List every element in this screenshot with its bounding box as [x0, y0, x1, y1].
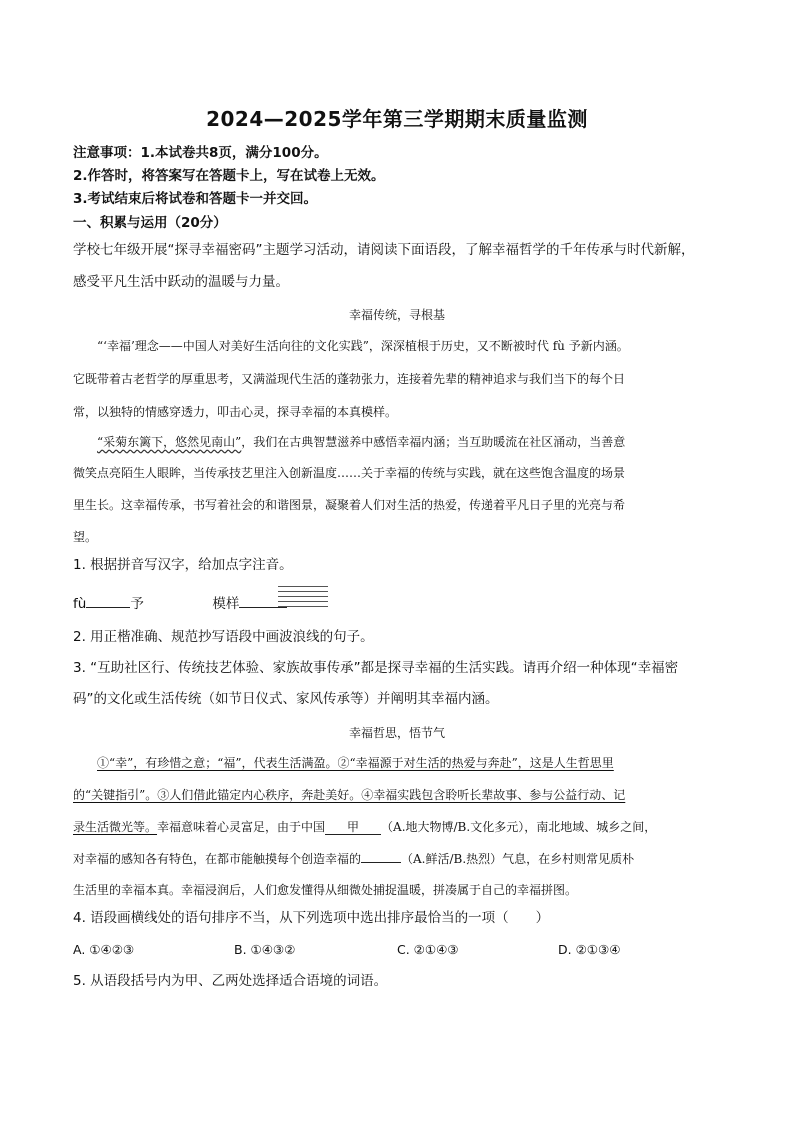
option-b[interactable]: B. ①④③② — [234, 942, 296, 957]
passage2-text: 幸福意味着心灵富足，由于中国 — [157, 820, 326, 834]
question-5: 5. 从语段括号内为甲、乙两处选择适合语境的词语。 — [73, 973, 388, 989]
question-1-items — [73, 594, 287, 614]
passage2-line — [73, 811, 723, 844]
passage1-line: “‘幸福’理念——中国人对美好生活向往的文化实践”，深深植根于历史，又不断被时代 fù 予新内涵。 — [97, 339, 629, 353]
notes-line-1: 注意事项：1.本试卷共8页，满分100分。 — [73, 145, 328, 161]
passage1-text: ，我们在古典智慧滋养中感悟幸福内涵；当互助暖流在社区涌动，当善意 — [241, 435, 626, 449]
answer-blank[interactable] — [86, 607, 130, 608]
blank-yi[interactable] — [361, 862, 401, 863]
passage2-line: 的“关键指引”。③人们借此锚定内心秩序，奔赴美好。④幸福实践包含聆听长辈故事、参与公益行动、记 — [73, 788, 626, 802]
passage2-text: （A.地大物博/B.文化多元），南北地域、城乡之间， — [381, 820, 657, 834]
word-moyang: 模样 — [212, 596, 240, 612]
question-4: 4. 语段画横线处的语句排序不当，从下列选项中选出排序最恰当的一项（ ） — [73, 910, 550, 926]
passage1-line: 里生长。这幸福传承，书写着社会的和谐图景，凝聚着人们对生活的热爱，传递着平凡日子里的光亮与希 — [73, 498, 626, 512]
option-d[interactable]: D. ②①③④ — [558, 942, 621, 957]
passage1-line: 微笑点亮陌生人眼眸，当传承技艺里注入创新温度……关于幸福的传统与实践，就在这些饱含温度的场景 — [73, 466, 626, 480]
passage2-text: （A.鲜活/B.热烈）气息，在乡村则常见质朴 — [401, 852, 635, 866]
question-3-line-2: 码”的文化或生活传统（如节日仪式、家风传承等）并阐明其幸福内涵。 — [73, 691, 499, 707]
passage2-line: 生活里的幸福本真。幸福浸润后，人们愈发懂得从细微处捕捉温暖，拼凑属于自己的幸福拼图。 — [73, 883, 578, 897]
wavy-sentence: “采菊东篱下，悠然见南山” — [97, 435, 242, 449]
passage1-line — [73, 426, 723, 459]
passage1-line: 常，以独特的情感穿透力，叩击心灵，探寻幸福的本真模样。 — [73, 405, 398, 419]
passage1-subtitle: 幸福传统，寻根基 — [348, 308, 445, 322]
notes-line-2: 2.作答时，将答案写在答题卡上，写在试卷上无效。 — [73, 168, 385, 184]
pinyin-fu: fù — [73, 596, 87, 612]
question-1: 1. 根据拼音写汉字，给加点字注音。 — [73, 557, 293, 573]
passage1-line: 望。 — [73, 530, 98, 544]
writing-grid-lines — [278, 586, 328, 610]
option-a[interactable]: A. ①④②③ — [73, 942, 135, 957]
intro-line-2: 感受平凡生活中跃动的温暖与力量。 — [73, 274, 289, 290]
passage2-line: ①“幸”，有珍惜之意；“福”，代表生活满盈。②“幸福源于对生活的热爱与奔赴”，这是人生哲思里 — [97, 756, 614, 770]
notes-line-3: 3.考试结束后将试卷和答题卡一并交回。 — [73, 191, 318, 207]
passage2-subtitle: 幸福哲思，悟节气 — [348, 726, 445, 740]
blank-jia-label: 甲 — [347, 820, 360, 834]
page-title: 2024—2025学年第三学期期末质量监测 — [206, 107, 588, 131]
question-3-line-1: 3. “互助社区行、传统技艺体验、家族故事传承”都是探寻幸福的生活实践。请再介绍一种体现“幸福密 — [73, 660, 679, 676]
passage2-line — [73, 843, 723, 876]
blank-jia[interactable] — [325, 820, 381, 835]
passage2-text: 对幸福的感知各有特色，在都市能触摸每个创造幸福的 — [73, 852, 362, 866]
char-yu: 予 — [130, 596, 144, 612]
underlined-text: 录生活微光等。 — [73, 820, 158, 834]
option-c[interactable]: C. ②①④③ — [397, 942, 459, 957]
section-heading: 一、积累与运用（20分） — [73, 215, 227, 231]
intro-line-1: 学校七年级开展“探寻幸福密码”主题学习活动，请阅读下面语段，了解幸福哲学的千年传承与时代新解， — [73, 242, 695, 258]
passage1-line: 它既带着古老哲学的厚重思考，又满溢现代生活的蓬勃张力，连接着先辈的精神追求与我们当下的每个日 — [73, 372, 626, 386]
question-2: 2. 用正楷准确、规范抄写语段中画波浪线的句子。 — [73, 629, 374, 645]
